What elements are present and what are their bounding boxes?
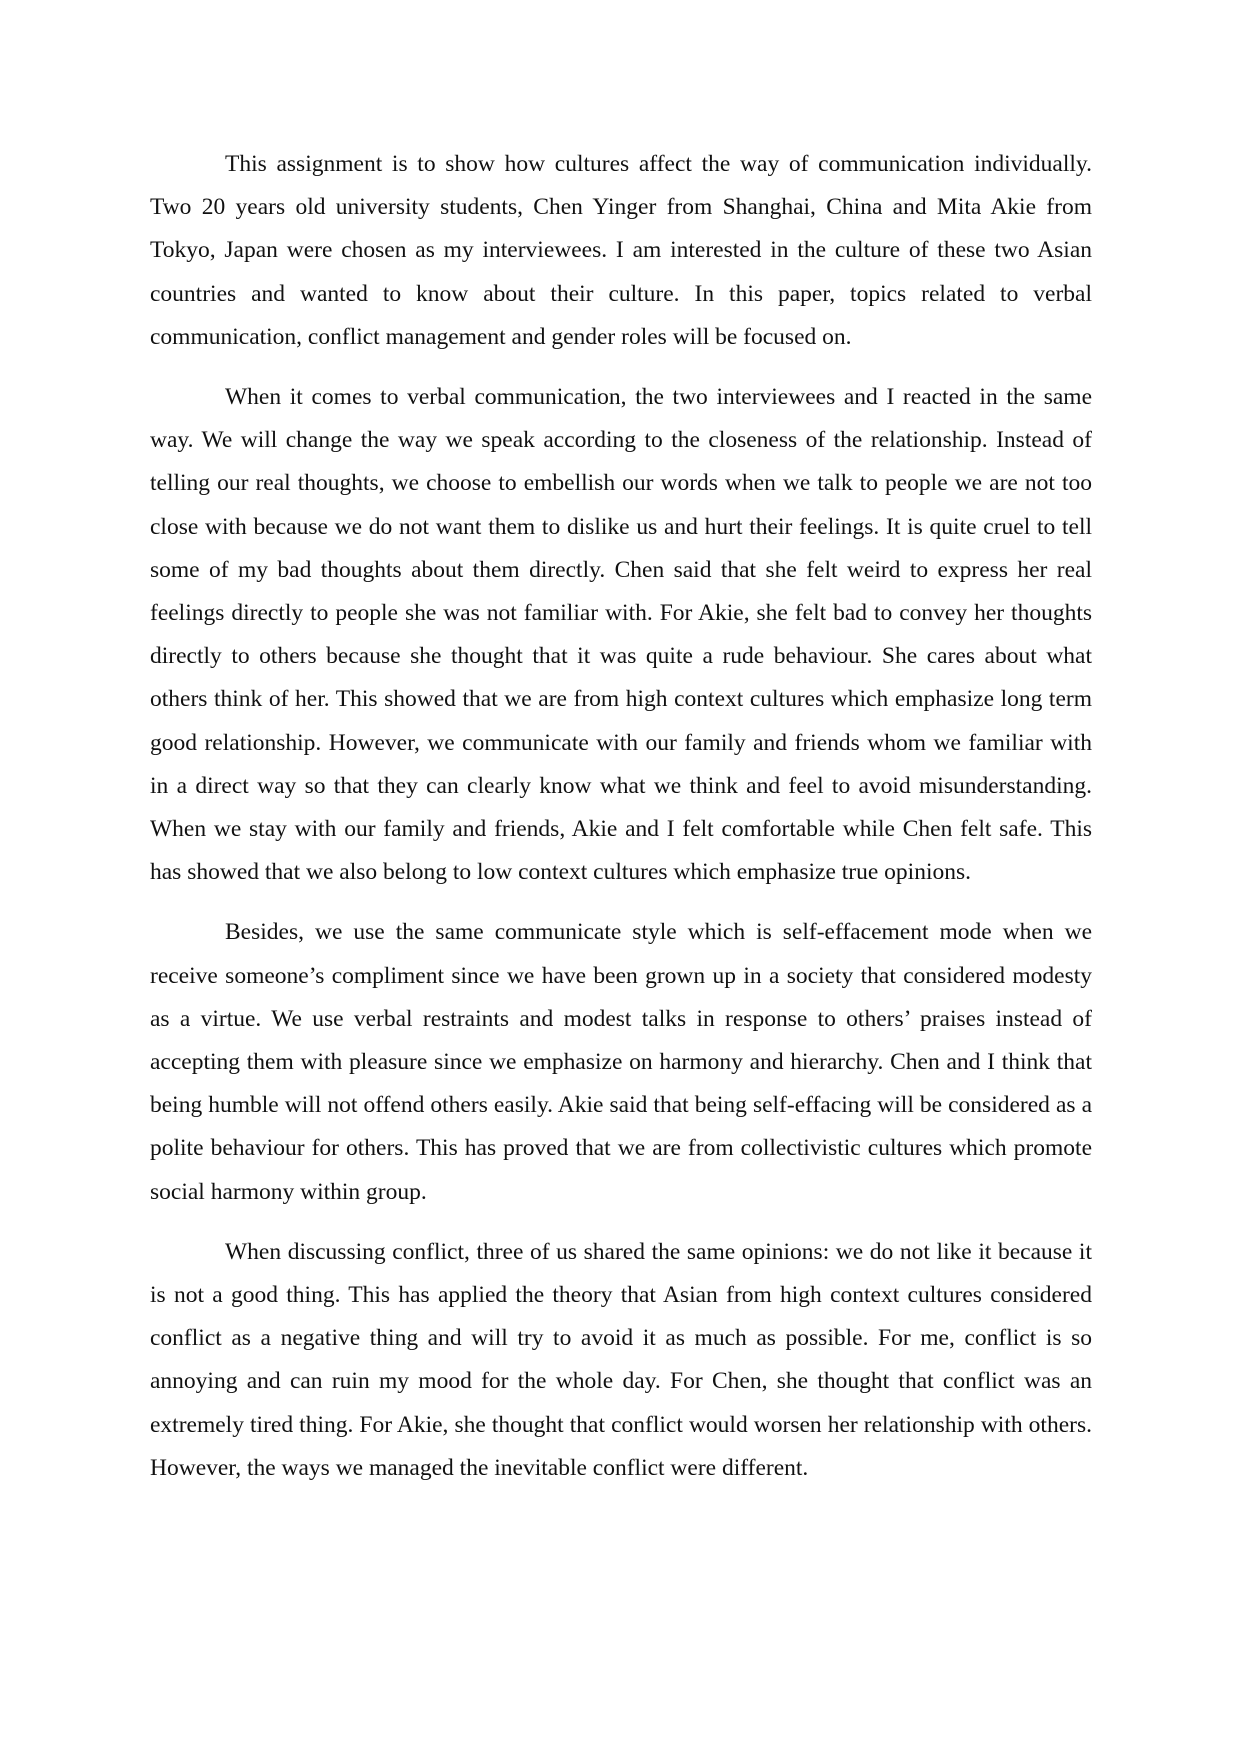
paragraph-self-effacement: Besides, we use the same communicate style which is self-effacement mode when we receive someone’s compliment since we have been grown up in a society that considered modesty as a virtue. We use verbal restraints and modest talks in response to others’ praises instead of accepting them with pleasure since we emphasize on harmony and hierarchy. Chen and I think that being humble will not offend others easily. Akie said that being self-effacing will be considered as a polite behaviour for others. This has proved that we are from collectivistic cultures which promote social harmony within group. — [150, 919, 1092, 1205]
document-body — [150, 143, 1092, 1507]
paragraph-conflict: When discussing conflict, three of us shared the same opinions: we do not like it because it is not a good thing. This has applied the theory that Asian from high context cultures considered conflict as a negative thing and will try to avoid it as much as possible. For me, conflict is so annoying and can ruin my mood for the whole day. For Chen, she thought that conflict was an extremely tired thing. For Akie, she thought that conflict would worsen her relationship with others. However, the ways we managed the inevitable conflict were different. — [150, 1238, 1092, 1481]
paragraph-introduction: This assignment is to show how cultures affect the way of communication individually. Two 20 years old university students, Chen Yinger from Shanghai, China and Mita Akie from Tokyo, Japan were chosen as my interviewees. I am interested in the culture of these two Asian countries and wanted to know about their culture. In this paper, topics related to verbal communication, conflict management and gender roles will be focused on. — [150, 151, 1092, 350]
paragraph-verbal-communication: When it comes to verbal communication, the two interviewees and I reacted in the same way. We will change the way we speak according to the closeness of the relationship. Instead of telling our real thoughts, we choose to embellish our words when we talk to people we are not too close with because we do not want them to dislike us and hurt their feelings. It is quite cruel to tell some of my bad thoughts about them directly. Chen said that she felt weird to express her real feelings directly to people she was not familiar with. For Akie, she felt bad to convey her thoughts directly to others because she thought that it was quite a rude behaviour. She cares about what others think of her. This showed that we are from high context cultures which emphasize long term good relationship. However, we communicate with our family and friends whom we familiar with in a direct way so that they can clearly know what we think and feel to avoid misunderstanding. When we stay with our family and friends, Akie and I felt comfortable while Chen felt safe. This has showed that we also belong to low context cultures which emphasize true opinions. — [150, 384, 1092, 886]
